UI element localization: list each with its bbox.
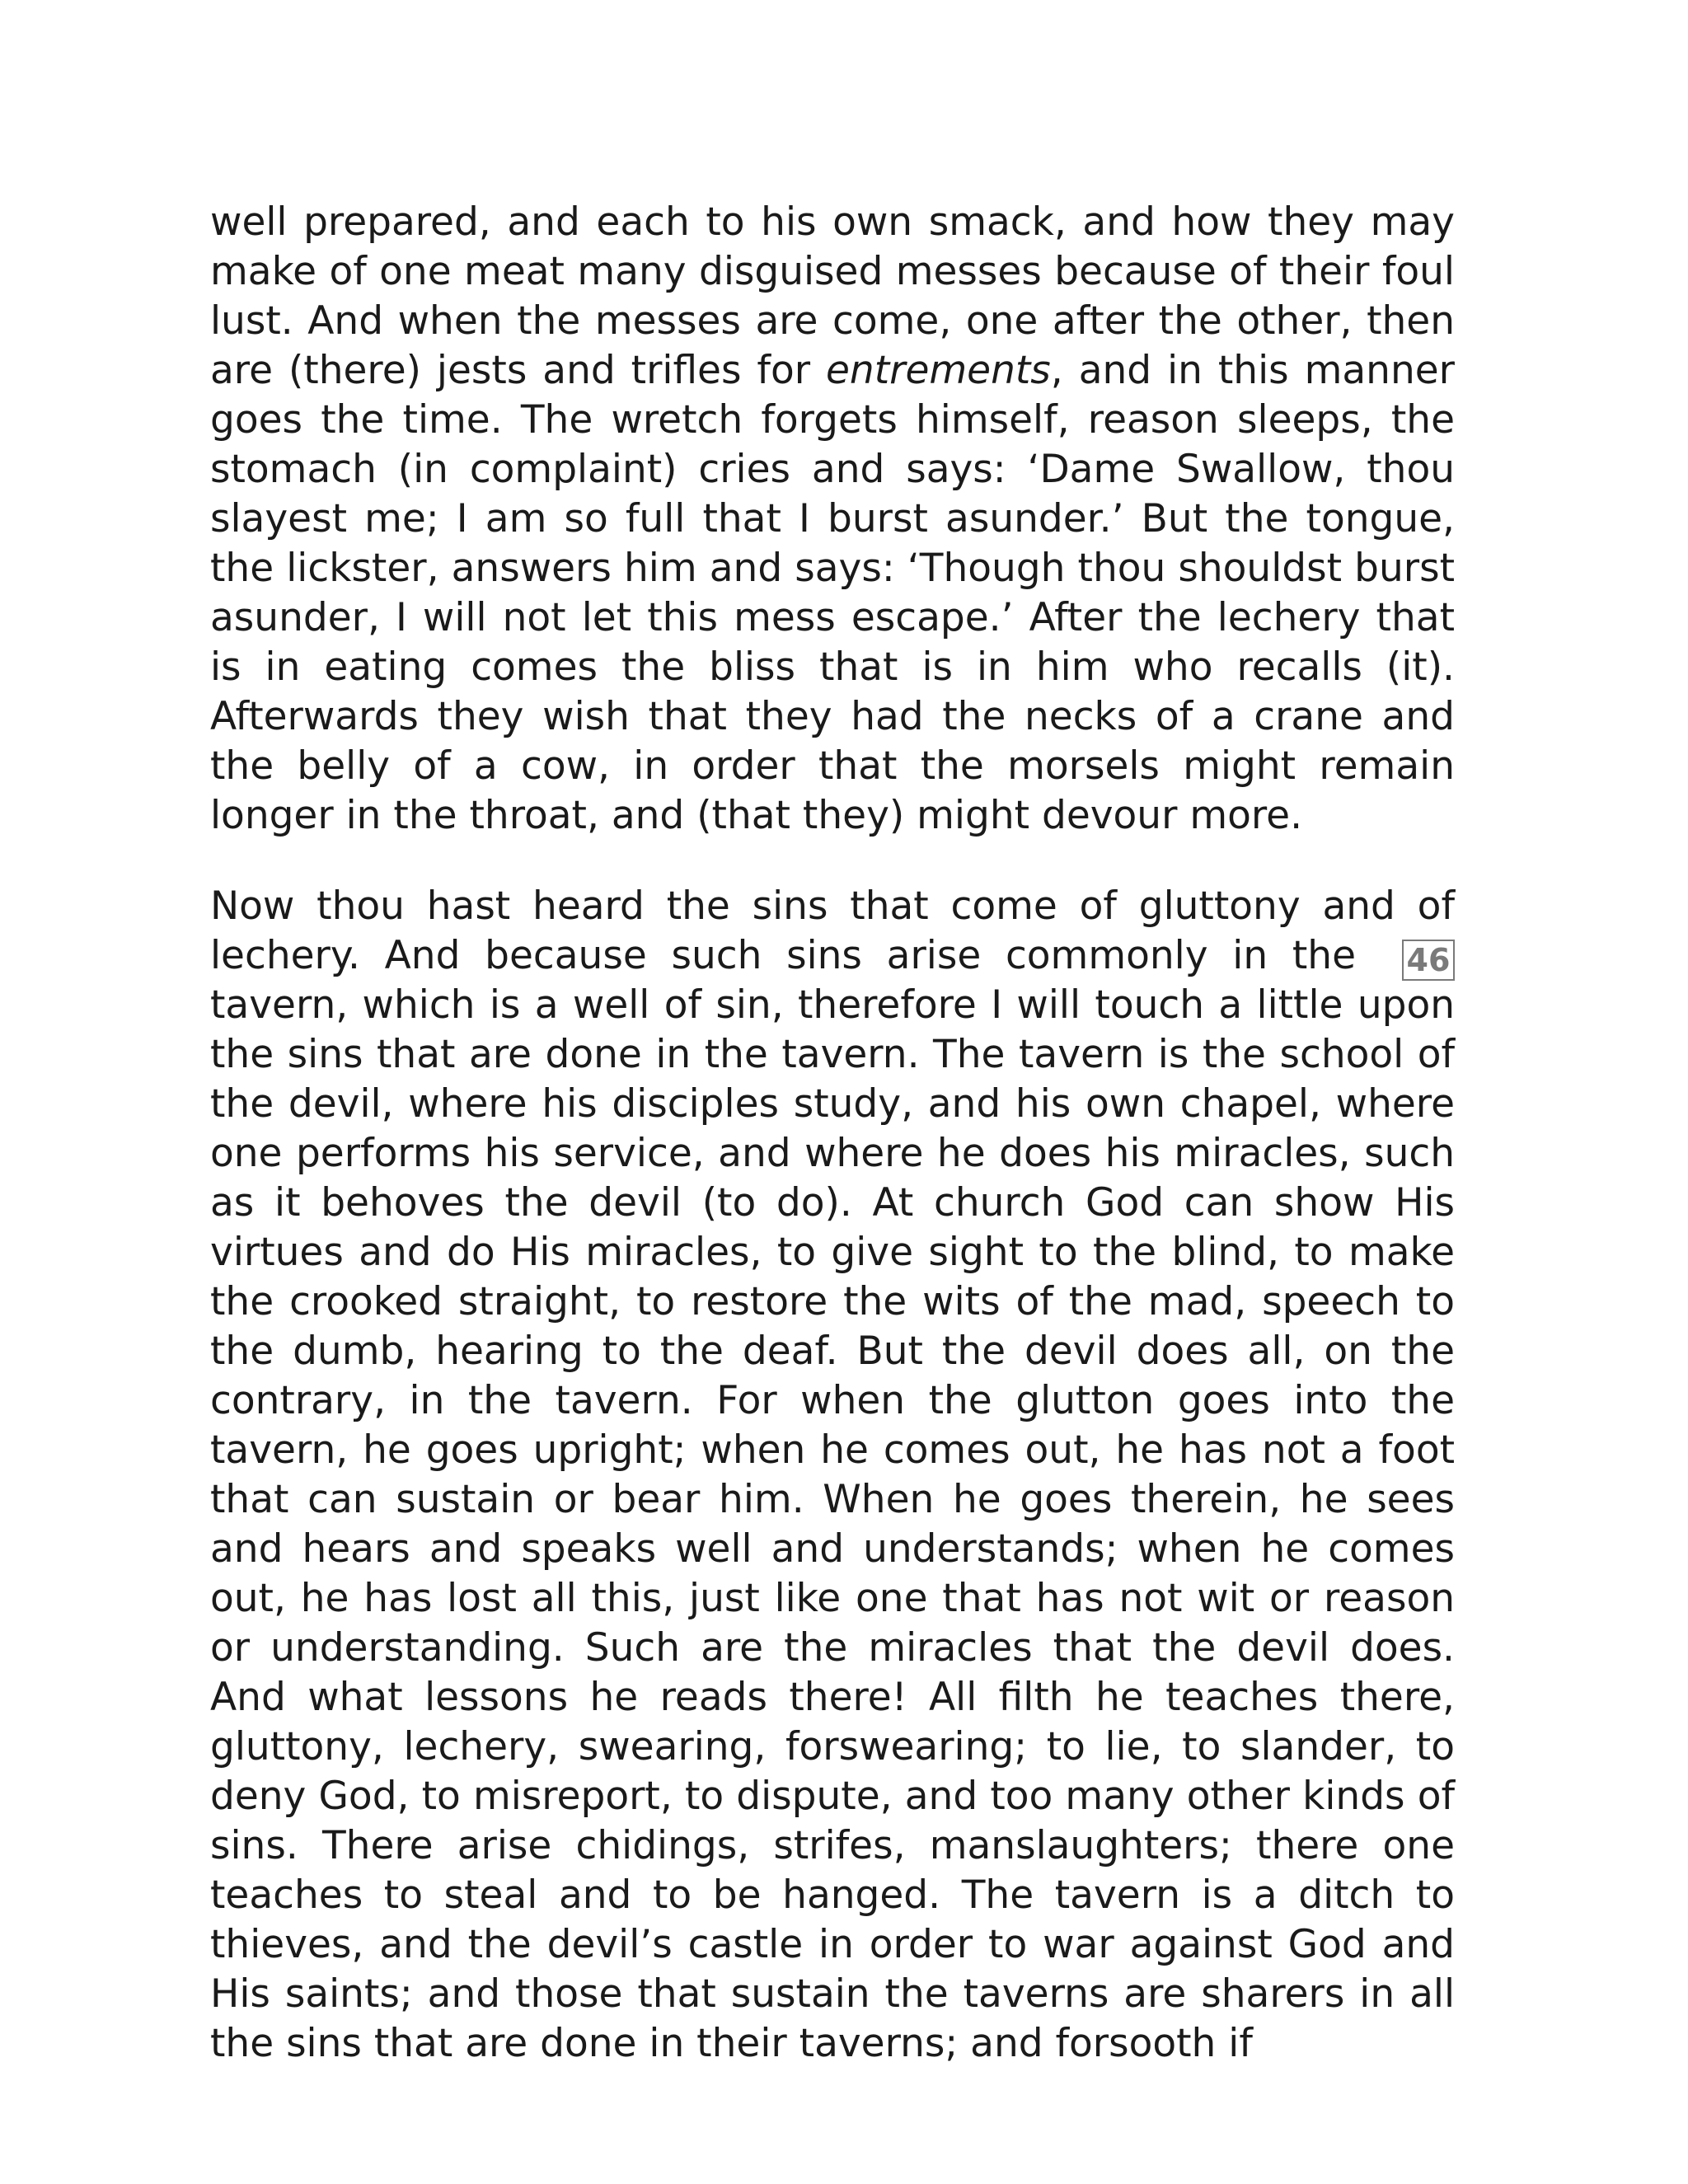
- paragraph-tavern: [210, 882, 1455, 2069]
- italic-term: entrements: [826, 348, 1051, 393]
- paragraph-text: well prepared, and each to his own smack, and how they may make of one meat many disguised messes because of their foul lust. And when the messes are come, one after the other, then are (there) jests and trifles for: [210, 199, 1455, 393]
- page-number-marker: 46: [1402, 940, 1455, 981]
- paragraph-gluttony: [210, 198, 1455, 841]
- paragraph-text: And because such sins arise commonly in the tavern, which is a well of sin, therefore I will touch a little upon the sins that are done in the tavern. The tavern is the school of the devil, where his disciples study, and his own chapel, where one performs his service, and where he does his miracles, such as it behoves the devil (to do). At church God can show His virtues and do His miracles, to give sight to the blind, to make the crooked straight, to restore the wits of the mad, speech to the dumb, hearing to the deaf. But the devil does all, on the contrary, in the tavern. For when the glutton goes into the tavern, he goes upright; when he comes out, he has not a foot that can sustain or bear him. When he goes therein, he sees and hears and speaks well and understands; when he comes out, he has lost all this, just like one that has not wit or reason or understanding. Such are the miracles that the devil does. And what lessons he reads there! All filth he teaches there, gluttony, lechery, swearing, forswearing; to lie, to slander, to deny God, to misreport, to dispute, and too many other kinds of sins. There arise chidings, strifes, manslaughters; there one teaches to steal and to be hanged. The tavern is a ditch to thieves, and the devil’s castle in order to war against God and His saints; and those that sustain the taverns are sharers in all the sins that are done in their taverns; and forsooth if: [210, 933, 1455, 2066]
- paragraph-text: , and in this manner goes the time. The wretch forgets himself, reason sleeps, the stomach (in complaint) cries and says: ‘Dame Swallow, thou slayest me; I am so full that I burst asunder.’ But the tongue, the lickster, answers him and says: ‘Though thou shouldst burst asunder, I will not let this mess escape.’ After the lechery that is in eating comes the bliss that is in him who recalls (it). Afterwards they wish that they had the necks of a crane and the belly of a cow, in order that the morsels might remain longer in the throat, and (that they) might devour more.: [210, 348, 1455, 838]
- paragraph-first-line: Now thou hast heard the sins that come of gluttony and of lechery.: [210, 883, 1455, 978]
- page-body: [210, 198, 1455, 2069]
